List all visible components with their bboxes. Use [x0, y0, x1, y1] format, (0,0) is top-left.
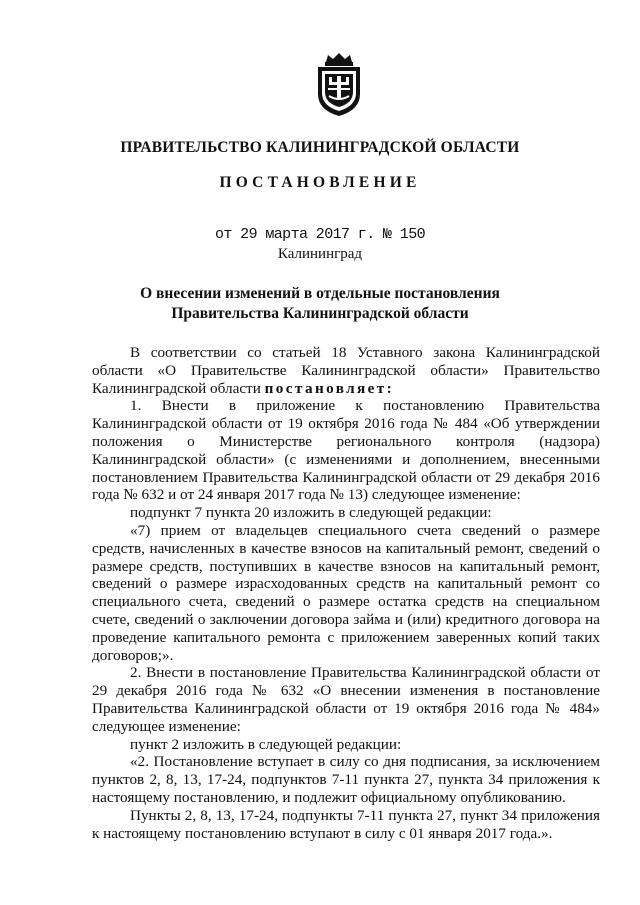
subject-line-2: Правительства Калининградской области	[171, 305, 469, 322]
document-type: ПОСТАНОВЛЕНИЕ	[219, 174, 421, 191]
city: Калининград	[277, 246, 363, 262]
paragraph-subitem: подпункт 7 пункта 20 изложить в следующей редакции:	[130, 504, 492, 522]
date-and-number: от 29 марта 2017 г. № 150	[214, 226, 426, 243]
government-name: ПРАВИТЕЛЬСТВО КАЛИНИНГРАДСКОЙ ОБЛАСТИ	[120, 139, 520, 156]
paragraph-quoted-text: «7) прием от владельцев специального счета сведений о размере средств, начисленных в качестве взносов на капитальный ремонт, сведений о размере средств, поступивших в качестве взносов на капитальный ремонт, сведений о размере израсходованных средств на капитальный ремонт со специального счета, сведений о размере остатка средств на специальном счете, сведений о заключении договора займа и (или) кредитного договора на проведение капитального ремонта с приложением заверенных копий таких договоров;».	[92, 521, 600, 664]
paragraph-quoted-point-2: «2. Постановление вступает в силу со дня подписания, за исключением пунктов 2, 8, 13, 17-24, подпунктов 7-11 пункта 27, пункта 34 приложения к настоящему постановлению, и подлежит официальному опубликованию.	[92, 753, 600, 806]
paragraph-item-1: 1. Внести в приложение к постановлению Правительства Калининградской области от 19 октября 2016 года № 484 «Об утверждении положения о Министерстве регионального контроля (надзора) Калининградской области» (с изменениями и дополнением, внесенными постановлением Правительства Калининградской области от 29 декабря 2016 года № 632 и от 24 января 2017 года № 13) следующее изменение:	[92, 397, 600, 504]
resolves-word: постановляет:	[264, 379, 395, 397]
document-body	[92, 344, 600, 842]
coat-of-arms-icon	[314, 52, 364, 118]
paragraph-item-2: 2. Внести в постановление Правительства Калининградской области от 29 декабря 2016 года № 632 «О внесении изменения в постановление Правительства Калининградской области от 19 октября 2016 года № 484» следующее изменение:	[92, 664, 600, 735]
preamble-text: В соответствии со статьей 18 Уставного закона Калининградской области «О Правительстве Калининградской области» Правительство Калининградской области	[92, 344, 600, 397]
subject-line-1: О внесении изменений в отдельные постановления	[140, 285, 500, 302]
paragraph-point-2: пункт 2 изложить в следующей редакции:	[130, 735, 402, 753]
preamble-paragraph	[92, 344, 600, 397]
paragraph-effective-date: Пункты 2, 8, 13, 17-24, подпункты 7-11 пункта 27, пункт 34 приложения к настоящему постановлению вступают в силу с 01 января 2017 года.».	[92, 806, 600, 842]
document-subject	[0, 284, 640, 324]
